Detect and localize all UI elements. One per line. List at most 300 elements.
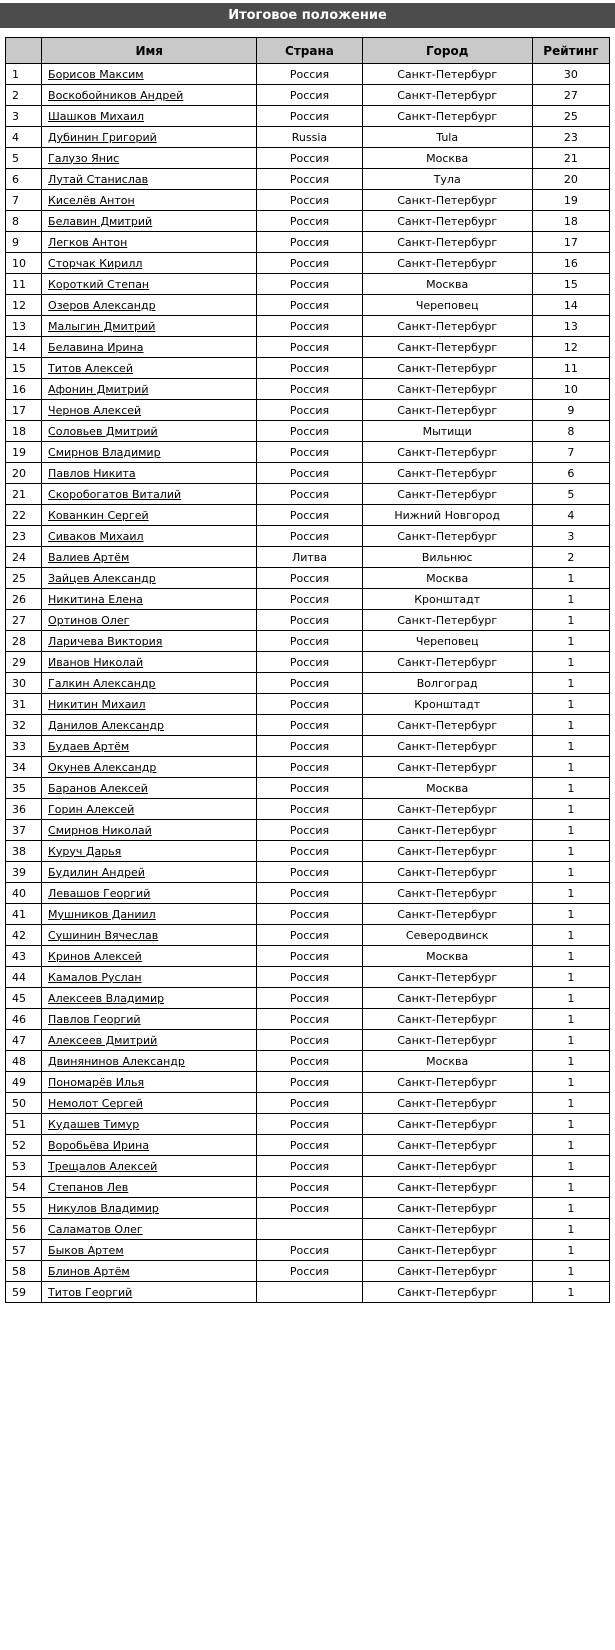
player-country: Россия <box>257 778 362 799</box>
player-name-link[interactable]: Будаев Артём <box>48 739 130 753</box>
player-rating: 6 <box>532 463 609 484</box>
table-row <box>6 715 610 736</box>
player-city: Санкт-Петербург <box>362 337 532 358</box>
player-name-link[interactable]: Мушников Даниил <box>48 907 156 921</box>
player-rating: 23 <box>532 127 609 148</box>
player-name-cell <box>42 253 257 274</box>
player-city: Санкт-Петербург <box>362 211 532 232</box>
player-rating: 1 <box>532 589 609 610</box>
player-name-link[interactable]: Белавин Дмитрий <box>48 214 153 228</box>
player-country: Россия <box>257 589 362 610</box>
row-number: 42 <box>6 925 42 946</box>
player-city: Санкт-Петербург <box>362 1282 532 1303</box>
player-name-cell <box>42 358 257 379</box>
player-name-link[interactable]: Горин Алексей <box>48 802 135 816</box>
table-row <box>6 652 610 673</box>
row-number: 17 <box>6 400 42 421</box>
player-name-link[interactable]: Будилин Андрей <box>48 865 145 879</box>
player-name-cell <box>42 568 257 589</box>
table-row <box>6 358 610 379</box>
player-city: Тула <box>362 169 532 190</box>
row-number: 59 <box>6 1282 42 1303</box>
player-name-link[interactable]: Пономарёв Илья <box>48 1075 145 1089</box>
row-number: 26 <box>6 589 42 610</box>
row-number: 51 <box>6 1114 42 1135</box>
player-name-link[interactable]: Лутай Станислав <box>48 172 149 186</box>
player-name-link[interactable]: Воскобойников Андрей <box>48 88 184 102</box>
player-city: Санкт-Петербург <box>362 841 532 862</box>
player-name-link[interactable]: Алексеев Дмитрий <box>48 1033 158 1047</box>
table-header-row <box>6 38 610 64</box>
player-city: Санкт-Петербург <box>362 85 532 106</box>
player-name-link[interactable]: Баранов Алексей <box>48 781 148 795</box>
table-row <box>6 862 610 883</box>
player-name-cell <box>42 85 257 106</box>
player-city: Санкт-Петербург <box>362 1240 532 1261</box>
player-city: Санкт-Петербург <box>362 862 532 883</box>
player-name-link[interactable]: Камалов Руслан <box>48 970 142 984</box>
player-country: Россия <box>257 904 362 925</box>
player-name-cell <box>42 1240 257 1261</box>
player-name-link[interactable]: Двинянинов Александр <box>48 1054 185 1068</box>
player-name-cell <box>42 736 257 757</box>
row-number: 15 <box>6 358 42 379</box>
player-rating: 1 <box>532 946 609 967</box>
row-number: 44 <box>6 967 42 988</box>
player-name-link[interactable]: Белавина Ирина <box>48 340 144 354</box>
table-row <box>6 337 610 358</box>
table-row <box>6 1198 610 1219</box>
table-row <box>6 967 610 988</box>
player-country: Россия <box>257 484 362 505</box>
row-number: 25 <box>6 568 42 589</box>
player-rating: 1 <box>532 820 609 841</box>
player-rating: 27 <box>532 85 609 106</box>
player-name-link[interactable]: Дубинин Григорий <box>48 130 157 144</box>
player-name-cell <box>42 820 257 841</box>
player-name-link[interactable]: Шашков Михаил <box>48 109 145 123</box>
player-name-cell <box>42 799 257 820</box>
player-rating: 1 <box>532 1135 609 1156</box>
player-name-link[interactable]: Никитина Елена <box>48 592 143 606</box>
table-row <box>6 673 610 694</box>
player-name-link[interactable]: Окунев Александр <box>48 760 157 774</box>
player-name-link[interactable]: Левашов Георгий <box>48 886 151 900</box>
player-city: Санкт-Петербург <box>362 610 532 631</box>
player-rating: 1 <box>532 1093 609 1114</box>
player-name-link[interactable]: Галузо Янис <box>48 151 120 165</box>
player-country: Россия <box>257 253 362 274</box>
row-number: 27 <box>6 610 42 631</box>
table-row <box>6 757 610 778</box>
player-city: Санкт-Петербург <box>362 1030 532 1051</box>
table-row <box>6 211 610 232</box>
player-name-link[interactable]: Валиев Артём <box>48 550 130 564</box>
player-city: Кронштадт <box>362 694 532 715</box>
player-name-link[interactable]: Сиваков Михаил <box>48 529 144 543</box>
player-city: Санкт-Петербург <box>362 1156 532 1177</box>
player-name-link[interactable]: Киселёв Антон <box>48 193 135 207</box>
player-city: Санкт-Петербург <box>362 904 532 925</box>
table-row <box>6 463 610 484</box>
player-country: Россия <box>257 673 362 694</box>
player-name-link[interactable]: Смирнов Владимир <box>48 445 161 459</box>
row-number: 56 <box>6 1219 42 1240</box>
player-rating: 7 <box>532 442 609 463</box>
column-header-number <box>6 38 42 64</box>
player-city: Санкт-Петербург <box>362 484 532 505</box>
player-country: Россия <box>257 568 362 589</box>
table-row <box>6 820 610 841</box>
player-country: Литва <box>257 547 362 568</box>
player-country: Россия <box>257 757 362 778</box>
player-city: Северодвинск <box>362 925 532 946</box>
player-name-cell <box>42 715 257 736</box>
table-row <box>6 610 610 631</box>
player-city: Tula <box>362 127 532 148</box>
row-number: 45 <box>6 988 42 1009</box>
player-city: Санкт-Петербург <box>362 463 532 484</box>
player-country: Россия <box>257 1051 362 1072</box>
player-country: Россия <box>257 820 362 841</box>
page-title: Итоговое положение <box>0 3 615 28</box>
player-name-link[interactable]: Павлов Георгий <box>48 1012 141 1026</box>
player-rating: 30 <box>532 64 609 85</box>
row-number: 4 <box>6 127 42 148</box>
player-name-link[interactable]: Кринов Алексей <box>48 949 142 963</box>
row-number: 55 <box>6 1198 42 1219</box>
player-country: Россия <box>257 190 362 211</box>
player-city: Санкт-Петербург <box>362 1093 532 1114</box>
player-name-cell <box>42 988 257 1009</box>
player-name-link[interactable]: Малыгин Дмитрий <box>48 319 156 333</box>
standings-table <box>5 37 610 1303</box>
player-name-cell <box>42 841 257 862</box>
row-number: 3 <box>6 106 42 127</box>
player-name-link[interactable]: Соловьев Дмитрий <box>48 424 158 438</box>
row-number: 16 <box>6 379 42 400</box>
table-row <box>6 883 610 904</box>
player-name-cell <box>42 337 257 358</box>
table-row <box>6 925 610 946</box>
player-name-cell <box>42 1198 257 1219</box>
player-city: Санкт-Петербург <box>362 1009 532 1030</box>
row-number: 31 <box>6 694 42 715</box>
player-name-link[interactable]: Титов Алексей <box>48 361 133 375</box>
player-name-link[interactable]: Смирнов Николай <box>48 823 152 837</box>
table-row <box>6 169 610 190</box>
player-name-link[interactable]: Блинов Артём <box>48 1264 130 1278</box>
table-row <box>6 1009 610 1030</box>
table-row <box>6 904 610 925</box>
table-row <box>6 1219 610 1240</box>
player-city: Череповец <box>362 631 532 652</box>
player-name-cell <box>42 778 257 799</box>
player-country: Россия <box>257 148 362 169</box>
row-number: 19 <box>6 442 42 463</box>
player-rating: 14 <box>532 295 609 316</box>
player-name-link[interactable]: Ортинов Олег <box>48 613 130 627</box>
player-country: Россия <box>257 316 362 337</box>
player-city: Санкт-Петербург <box>362 736 532 757</box>
row-number: 34 <box>6 757 42 778</box>
row-number: 14 <box>6 337 42 358</box>
player-name-cell <box>42 379 257 400</box>
row-number: 46 <box>6 1009 42 1030</box>
player-country: Россия <box>257 169 362 190</box>
table-row <box>6 1072 610 1093</box>
player-rating: 4 <box>532 505 609 526</box>
player-name-link[interactable]: Скоробогатов Виталий <box>48 487 182 501</box>
player-name-cell <box>42 400 257 421</box>
table-row <box>6 442 610 463</box>
player-country: Россия <box>257 1030 362 1051</box>
player-name-cell <box>42 232 257 253</box>
player-name-link[interactable]: Зайцев Александр <box>48 571 156 585</box>
player-name-cell <box>42 946 257 967</box>
player-name-link[interactable]: Куруч Дарья <box>48 844 122 858</box>
player-country: Россия <box>257 1135 362 1156</box>
player-name-link[interactable]: Степанов Лев <box>48 1180 129 1194</box>
player-city: Санкт-Петербург <box>362 1114 532 1135</box>
row-number: 37 <box>6 820 42 841</box>
player-name-link[interactable]: Никитин Михаил <box>48 697 146 711</box>
player-rating: 2 <box>532 547 609 568</box>
table-row <box>6 1261 610 1282</box>
player-name-link[interactable]: Сушинин Вячеслав <box>48 928 159 942</box>
player-name-link[interactable]: Борисов Максим <box>48 67 144 81</box>
table-row <box>6 799 610 820</box>
player-rating: 1 <box>532 862 609 883</box>
player-name-link[interactable]: Галкин Александр <box>48 676 156 690</box>
row-number: 38 <box>6 841 42 862</box>
player-city: Санкт-Петербург <box>362 799 532 820</box>
player-country: Россия <box>257 946 362 967</box>
player-name-cell <box>42 904 257 925</box>
player-name-cell <box>42 1282 257 1303</box>
player-name-link[interactable]: Сторчак Кирилл <box>48 256 143 270</box>
row-number: 11 <box>6 274 42 295</box>
player-name-link[interactable]: Данилов Александр <box>48 718 164 732</box>
player-city: Москва <box>362 148 532 169</box>
player-rating: 1 <box>532 1051 609 1072</box>
player-name-link[interactable]: Иванов Николай <box>48 655 144 669</box>
player-city: Санкт-Петербург <box>362 526 532 547</box>
player-name-cell <box>42 169 257 190</box>
row-number: 39 <box>6 862 42 883</box>
player-name-link[interactable]: Чернов Алексей <box>48 403 142 417</box>
player-rating: 1 <box>532 673 609 694</box>
player-name-link[interactable]: Алексеев Владимир <box>48 991 165 1005</box>
player-name-link[interactable]: Афонин Дмитрий <box>48 382 149 396</box>
player-city: Волгоград <box>362 673 532 694</box>
player-name-link[interactable]: Озеров Александр <box>48 298 156 312</box>
table-row <box>6 736 610 757</box>
player-rating: 1 <box>532 988 609 1009</box>
player-name-cell <box>42 967 257 988</box>
player-name-link[interactable]: Быков Артем <box>48 1243 124 1257</box>
player-country: Россия <box>257 1009 362 1030</box>
player-city: Санкт-Петербург <box>362 1177 532 1198</box>
table-row <box>6 946 610 967</box>
player-rating: 1 <box>532 904 609 925</box>
player-rating: 1 <box>532 1198 609 1219</box>
table-row <box>6 547 610 568</box>
row-number: 5 <box>6 148 42 169</box>
player-name-cell <box>42 883 257 904</box>
table-row <box>6 841 610 862</box>
table-row <box>6 64 610 85</box>
player-country: Россия <box>257 988 362 1009</box>
player-name-link[interactable]: Короткий Степан <box>48 277 150 291</box>
table-row <box>6 778 610 799</box>
row-number: 29 <box>6 652 42 673</box>
row-number: 18 <box>6 421 42 442</box>
table-row <box>6 106 610 127</box>
row-number: 41 <box>6 904 42 925</box>
player-name-cell <box>42 127 257 148</box>
player-city: Москва <box>362 946 532 967</box>
table-row <box>6 1240 610 1261</box>
table-row <box>6 631 610 652</box>
player-name-link[interactable]: Титов Георгий <box>48 1285 133 1299</box>
player-country: Россия <box>257 463 362 484</box>
player-name-cell <box>42 64 257 85</box>
player-name-link[interactable]: Кудашев Тимур <box>48 1117 140 1131</box>
player-name-cell <box>42 1261 257 1282</box>
player-country: Россия <box>257 799 362 820</box>
player-name-link[interactable]: Никулов Владимир <box>48 1201 159 1215</box>
row-number: 54 <box>6 1177 42 1198</box>
player-rating: 13 <box>532 316 609 337</box>
table-row <box>6 484 610 505</box>
player-name-cell <box>42 1030 257 1051</box>
player-city: Кронштадт <box>362 589 532 610</box>
player-city: Санкт-Петербург <box>362 190 532 211</box>
player-rating: 17 <box>532 232 609 253</box>
player-rating: 1 <box>532 1240 609 1261</box>
player-rating: 5 <box>532 484 609 505</box>
player-rating: 1 <box>532 967 609 988</box>
player-rating: 1 <box>532 1156 609 1177</box>
row-number: 2 <box>6 85 42 106</box>
row-number: 40 <box>6 883 42 904</box>
row-number: 50 <box>6 1093 42 1114</box>
player-country: Россия <box>257 1198 362 1219</box>
row-number: 36 <box>6 799 42 820</box>
player-name-link[interactable]: Павлов Никита <box>48 466 136 480</box>
player-rating: 1 <box>532 736 609 757</box>
player-name-cell <box>42 1072 257 1093</box>
player-name-cell <box>42 1114 257 1135</box>
player-name-cell <box>42 757 257 778</box>
player-name-cell <box>42 1219 257 1240</box>
player-name-link[interactable]: Саламатов Олег <box>48 1222 143 1236</box>
player-name-cell <box>42 1051 257 1072</box>
player-city: Санкт-Петербург <box>362 967 532 988</box>
column-header-rating: Рейтинг <box>532 38 609 64</box>
player-city: Санкт-Петербург <box>362 232 532 253</box>
player-city: Череповец <box>362 295 532 316</box>
table-row <box>6 589 610 610</box>
row-number: 23 <box>6 526 42 547</box>
player-name-link[interactable]: Легков Антон <box>48 235 128 249</box>
player-rating: 8 <box>532 421 609 442</box>
player-name-link[interactable]: Немолот Сергей <box>48 1096 143 1110</box>
row-number: 10 <box>6 253 42 274</box>
player-city: Санкт-Петербург <box>362 1219 532 1240</box>
player-rating: 3 <box>532 526 609 547</box>
column-header-country: Страна <box>257 38 362 64</box>
player-country: Россия <box>257 1093 362 1114</box>
player-name-cell <box>42 1156 257 1177</box>
table-row <box>6 1135 610 1156</box>
player-city: Санкт-Петербург <box>362 64 532 85</box>
player-name-cell <box>42 1093 257 1114</box>
player-rating: 1 <box>532 631 609 652</box>
row-number: 24 <box>6 547 42 568</box>
player-city: Санкт-Петербург <box>362 652 532 673</box>
row-number: 22 <box>6 505 42 526</box>
player-name-cell <box>42 1177 257 1198</box>
player-name-link[interactable]: Воробьёва Ирина <box>48 1138 150 1152</box>
player-rating: 1 <box>532 1219 609 1240</box>
player-rating: 11 <box>532 358 609 379</box>
table-row <box>6 127 610 148</box>
player-name-cell <box>42 1009 257 1030</box>
player-name-cell <box>42 862 257 883</box>
player-city: Санкт-Петербург <box>362 988 532 1009</box>
player-country: Россия <box>257 694 362 715</box>
player-country: Россия <box>257 442 362 463</box>
player-country <box>257 1219 362 1240</box>
player-rating: 1 <box>532 841 609 862</box>
player-city: Санкт-Петербург <box>362 1135 532 1156</box>
player-name-link[interactable]: Кованкин Сергей <box>48 508 149 522</box>
player-country: Россия <box>257 925 362 946</box>
player-city: Санкт-Петербург <box>362 820 532 841</box>
player-rating: 21 <box>532 148 609 169</box>
player-name-cell <box>42 421 257 442</box>
player-city: Вильнюс <box>362 547 532 568</box>
player-name-link[interactable]: Ларичева Виктория <box>48 634 163 648</box>
player-city: Санкт-Петербург <box>362 106 532 127</box>
player-country: Россия <box>257 421 362 442</box>
player-city: Санкт-Петербург <box>362 379 532 400</box>
player-city: Санкт-Петербург <box>362 358 532 379</box>
player-country: Россия <box>257 85 362 106</box>
table-row <box>6 988 610 1009</box>
player-name-link[interactable]: Трещалов Алексей <box>48 1159 158 1173</box>
row-number: 21 <box>6 484 42 505</box>
column-header-name: Имя <box>42 38 257 64</box>
player-rating: 18 <box>532 211 609 232</box>
player-rating: 1 <box>532 1072 609 1093</box>
row-number: 1 <box>6 64 42 85</box>
row-number: 20 <box>6 463 42 484</box>
player-city: Москва <box>362 778 532 799</box>
table-row <box>6 421 610 442</box>
player-country: Россия <box>257 862 362 883</box>
table-row <box>6 1177 610 1198</box>
row-number: 9 <box>6 232 42 253</box>
player-city: Нижний Новгород <box>362 505 532 526</box>
player-name-cell <box>42 610 257 631</box>
table-row <box>6 190 610 211</box>
table-row <box>6 694 610 715</box>
player-country: Россия <box>257 736 362 757</box>
player-country: Россия <box>257 1114 362 1135</box>
